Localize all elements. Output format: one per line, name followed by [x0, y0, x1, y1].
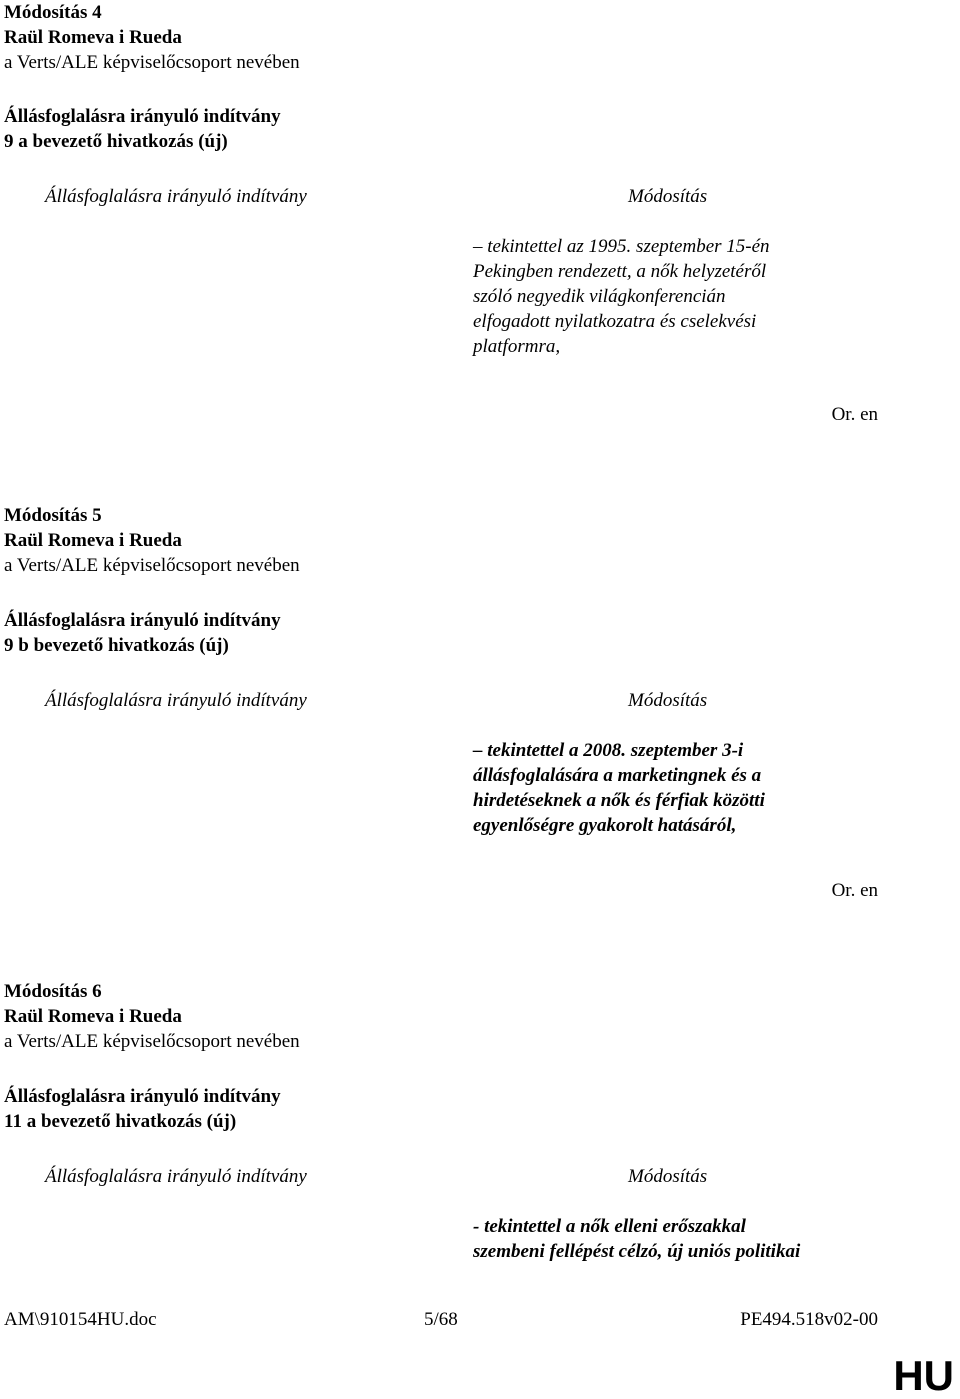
- amendment-6-header: [4, 979, 300, 1054]
- amendment-5-text: [473, 738, 765, 838]
- amendment-author: Raül Romeva i Rueda: [4, 530, 182, 551]
- amendment-text-line: - tekintettel a nők elleni erőszakkal: [473, 1216, 746, 1237]
- amendment-6-text: [473, 1214, 800, 1264]
- amendment-reference: 9 b bevezető hivatkozás (új): [4, 635, 229, 656]
- amendment-group: a Verts/ALE képviselőcsoport nevében: [4, 555, 300, 576]
- amendment-motion: Állásfoglalásra irányuló indítvány: [4, 610, 281, 631]
- original-language: Or. en: [831, 404, 878, 425]
- amendment-text-line: – tekintettel az 1995. szeptember 15-én: [473, 236, 770, 257]
- amendment-author: Raül Romeva i Rueda: [4, 27, 182, 48]
- amendment-text-line: Pekingben rendezett, a nők helyzetéről: [473, 261, 767, 282]
- amendment-6-target: [4, 1084, 281, 1134]
- column-header-amendment: Módosítás: [628, 186, 708, 207]
- amendment-group: a Verts/ALE képviselőcsoport nevében: [4, 52, 300, 73]
- amendment-text-line: elfogadott nyilatkozatra és cselekvési: [473, 311, 757, 332]
- document-reference: PE494.518v02-00: [740, 1309, 878, 1330]
- document-filename: AM\910154HU.doc: [4, 1309, 157, 1330]
- amendment-title: Módosítás 4: [4, 2, 102, 23]
- column-header-original: Állásfoglalásra irányuló indítvány: [45, 1166, 307, 1187]
- language-code: HU: [893, 1352, 954, 1399]
- amendment-reference: 9 a bevezető hivatkozás (új): [4, 131, 228, 152]
- amendment-4-target: [4, 104, 281, 154]
- amendment-text-line: hirdetéseknek a nők és férfiak közötti: [473, 790, 765, 811]
- amendment-text-line: szembeni fellépést célzó, új uniós politikai: [473, 1241, 801, 1262]
- amendment-text-line: egyenlőségre gyakorolt hatásáról,: [473, 815, 737, 836]
- column-header-original: Állásfoglalásra irányuló indítvány: [45, 186, 307, 207]
- amendment-title: Módosítás 6: [4, 981, 102, 1002]
- amendment-motion: Állásfoglalásra irányuló indítvány: [4, 106, 281, 127]
- column-header-amendment: Módosítás: [628, 1166, 708, 1187]
- amendment-motion: Állásfoglalásra irányuló indítvány: [4, 1086, 281, 1107]
- amendment-text-line: platformra,: [473, 336, 561, 357]
- amendment-author: Raül Romeva i Rueda: [4, 1006, 182, 1027]
- amendment-4-header: [4, 0, 300, 75]
- amendment-text-line: állásfoglalására a marketingnek és a: [473, 765, 762, 786]
- column-header-original: Állásfoglalásra irányuló indítvány: [45, 690, 307, 711]
- amendment-5-target: [4, 608, 281, 658]
- amendment-group: a Verts/ALE képviselőcsoport nevében: [4, 1031, 300, 1052]
- page-number: 5/68: [424, 1309, 458, 1330]
- amendment-reference: 11 a bevezető hivatkozás (új): [4, 1111, 237, 1132]
- amendment-5-header: [4, 503, 300, 578]
- original-language: Or. en: [831, 880, 878, 901]
- amendment-text-line: – tekintettel a 2008. szeptember 3-i: [473, 740, 744, 761]
- amendment-text-line: szóló negyedik világkonferencián: [473, 286, 726, 307]
- page-footer: [4, 1307, 878, 1332]
- amendment-title: Módosítás 5: [4, 505, 102, 526]
- amendment-4-text: [473, 234, 770, 359]
- column-header-amendment: Módosítás: [628, 690, 708, 711]
